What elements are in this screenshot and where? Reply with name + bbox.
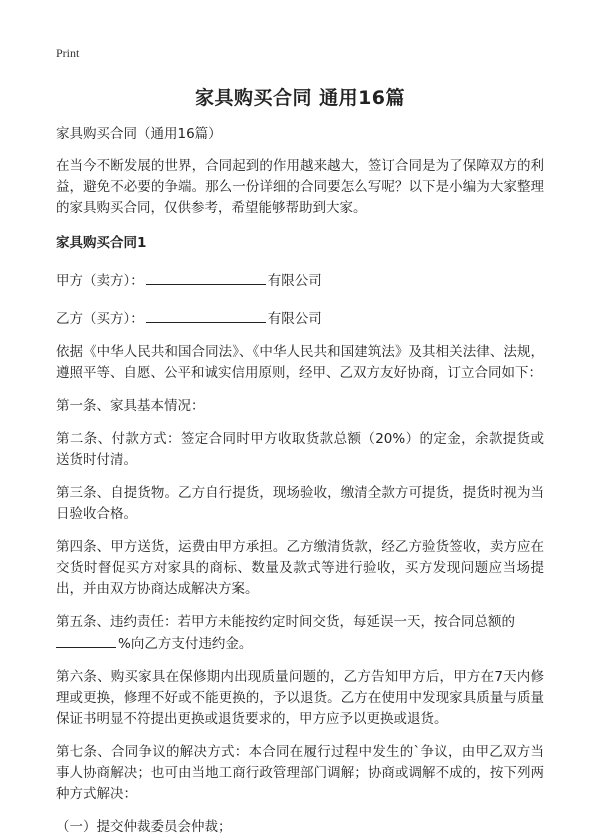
article-5-text-end: %向乙方支付违约金。 <box>118 636 253 652</box>
party-b-label: 乙方（买方）： <box>56 311 144 327</box>
article-5-text: 第五条、违约责任：若甲方未能按约定时间交货，每延误一天，按合同总额的 <box>56 614 515 630</box>
article-4: 第四条、甲方送货，运费由甲方承担。乙方缴清货款，经乙方验货签收，卖方应在交货时督促买方对家具的商标、数量及款式等进行验收，买方发现问题应当场提出，并由双方协商达成解决方案。 <box>56 539 544 597</box>
article-5 <box>56 612 544 655</box>
article-2: 第二条、付款方式：签定合同时甲方收取货款总额（20%）的定金，余款提货或送货时付清。 <box>56 431 544 468</box>
party-a-line <box>56 270 544 292</box>
party-b-suffix: 有限公司 <box>267 311 322 327</box>
party-b-blank <box>146 308 266 323</box>
party-a-suffix: 有限公司 <box>267 273 322 289</box>
document-subtitle: 家具购买合同（通用16篇） <box>56 126 222 142</box>
article-7: 第七条、合同争议的解决方式：本合同在履行过程中发生的`争议，由甲乙双方当事人协商解决；也可由当地工商行政管理部门调解；协商或调解不成的，按下列两种方式解决： <box>56 744 544 802</box>
document-title: 家具购买合同 通用16篇 <box>194 87 406 109</box>
contract-heading: 家具购买合同1 <box>56 235 147 251</box>
article-6: 第六条、购买家具在保修期内出现质量问题的，乙方告知甲方后，甲方在7天内修理或更换，修理不好或不能更换的，予以退货。乙方在使用中发现家具质量与质量保证书明显不符提出更换或退货要求的，甲方应予以更换或退货。 <box>56 669 544 727</box>
party-a-label: 甲方（卖方）： <box>56 273 144 289</box>
party-b-line <box>56 308 544 330</box>
print-link[interactable]: Print <box>56 46 80 60</box>
basis-paragraph: 依据《中华人民共和国合同法》、《中华人民共和国建筑法》及其相关法律、法规，遵照平等、自愿、公平和诚实信用原则，经甲、乙双方友好协商，订立合同如下： <box>56 344 544 381</box>
article-7-item-1: （一）提交仲裁委员会仲裁； <box>56 819 232 835</box>
article-5-blank <box>56 633 116 648</box>
party-a-blank <box>146 270 266 285</box>
intro-paragraph: 在当今不断发展的世界，合同起到的作用越来越大，签订合同是为了保障双方的利益，避免不必要的争端。那么一份详细的合同要怎么写呢？以下是小编为大家整理的家具购买合同，仅供参考，希望能够帮助到大家。 <box>56 158 544 216</box>
article-3: 第三条、自提货物。乙方自行提货，现场验收，缴清全款方可提货，提货时视为当日验收合格。 <box>56 485 544 522</box>
article-1: 第一条、家具基本情况： <box>56 398 205 414</box>
